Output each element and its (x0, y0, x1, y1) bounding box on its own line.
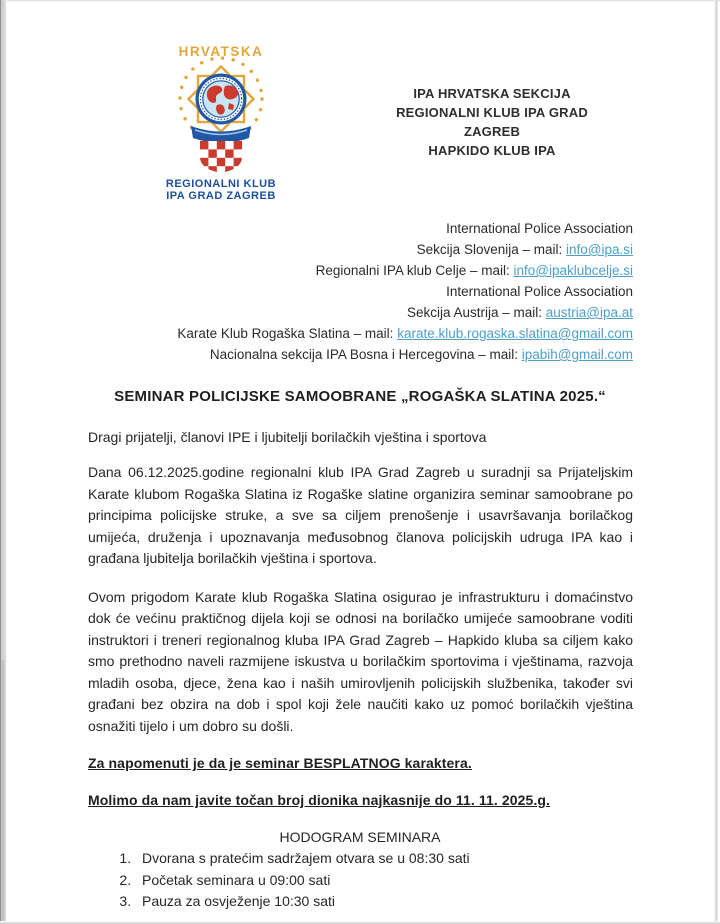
contact-line (0, 302, 633, 323)
logo-globe (196, 74, 247, 125)
contact-text: Karate Klub Rogaška Slatina – mail: (177, 326, 398, 341)
contact-line (0, 323, 633, 344)
paragraph-1: Dana 06.12.2025.godine regionalni klub IPA Grad Zagreb u suradnji sa Prijateljskim Karate klubom Rogaška Slatina iz Rogaške slatine organizira seminar samoobrane po principima policijske struke, a sve sa ciljem prenošenje i usavršavanja borilačkog umijeća, druženja i upoznavanja međusobnog članova policijskih udruga IPA kao i građana ljubitelja borilačkih vještina i sportova. (88, 464, 633, 566)
document-title: SEMINAR POLICIJSKE SAMOOBRANE „ROGAŠKA SLATINA 2025.“ (114, 388, 606, 405)
contact-list (0, 218, 720, 365)
photo-edge-top (0, 0, 720, 2)
paragraph-2: Ovom prigodom Karate klub Rogaška Slatina osigurao je infrastrukturu i domaćinstvo dok će većinu praktičnog dijela koji se odnosi na borilačko umijeće samoobrane voditi instruktori i treneri regionalnog kluba IPA Grad Zagreb – Hapkido kluba sa ciljem kako smo prethodno naveli razmijene iskustva u borilačkim sportovima i vještinama, razvoja mladih osoba, djece, žena kao i naših umirovljenih policijskih službenika, također svi građani bez obzira na dob i spol koji žele naučiti kako uz pomoć borilačkih vještina osnažiti tijelo i um dobro su došli. (88, 588, 633, 734)
contact-text: Sekcija Slovenija – mail: (416, 242, 566, 257)
note-rsvp-deadline: Molimo da nam javite točan broj dionika najkasnije do 11. 11. 2025.g. (88, 792, 551, 808)
schedule-item: 2. Početak seminara u 09:00 sati (135, 870, 633, 892)
logo-caption-line2: IPA GRAD ZAGREB (166, 190, 276, 202)
letterhead-line-4: HAPKIDO KLUB IPA (428, 143, 556, 158)
contact-line (0, 239, 633, 260)
contact-text: Nacionalna sekcija IPA Bosna i Hercegovina – mail: (209, 347, 522, 362)
letterhead (366, 84, 618, 160)
contact-text: Regionalni IPA klub Celje – mail: (315, 263, 514, 278)
letterhead-line-3: ZAGREB (463, 124, 521, 139)
letterhead-line-2: REGIONALNI KLUB IPA GRAD (396, 105, 588, 120)
schedule-item: 3. Pauza za osvježenje 10:30 sati (135, 891, 633, 913)
schedule-item: 1. Dvorana s pratećim sadržajem otvara se u 08:30 sati (135, 848, 633, 870)
contact-email-link[interactable]: ipabih@gmail.com (521, 347, 633, 362)
contact-line (0, 281, 633, 302)
document-body (0, 218, 720, 913)
schedule-heading: HODOGRAM SEMINARA (279, 829, 441, 845)
salutation: Dragi prijatelji, članovi IPE i ljubitelji borilačkih vještina i sportova (88, 429, 487, 445)
contact-text: Sekcija Austrija – mail: (406, 305, 546, 320)
contact-line (0, 218, 633, 239)
contact-line (0, 260, 633, 281)
note-free-seminar: Za napomenuti je da je seminar BESPLATNOG karaktera. (88, 755, 472, 771)
ipa-club-logo (155, 40, 287, 202)
logo-country-label: HRVATSKA (178, 44, 264, 59)
contact-email-link[interactable]: info@ipaklubcelje.si (513, 263, 633, 278)
contact-text: International Police Association (446, 284, 633, 299)
logo-caption-line1: REGIONALNI KLUB (165, 178, 277, 190)
contact-line (0, 344, 633, 365)
contact-text: International Police Association (446, 221, 633, 236)
letterhead-line-1: IPA HRVATSKA SEKCIJA (413, 86, 571, 101)
contact-email-link[interactable]: karate.klub.rogaska.slatina@gmail.com (397, 326, 633, 341)
contact-email-link[interactable]: austria@ipa.at (545, 305, 633, 320)
contact-email-link[interactable]: info@ipa.si (566, 242, 633, 257)
schedule-list (88, 848, 633, 913)
logo-checker-shield (200, 141, 242, 175)
